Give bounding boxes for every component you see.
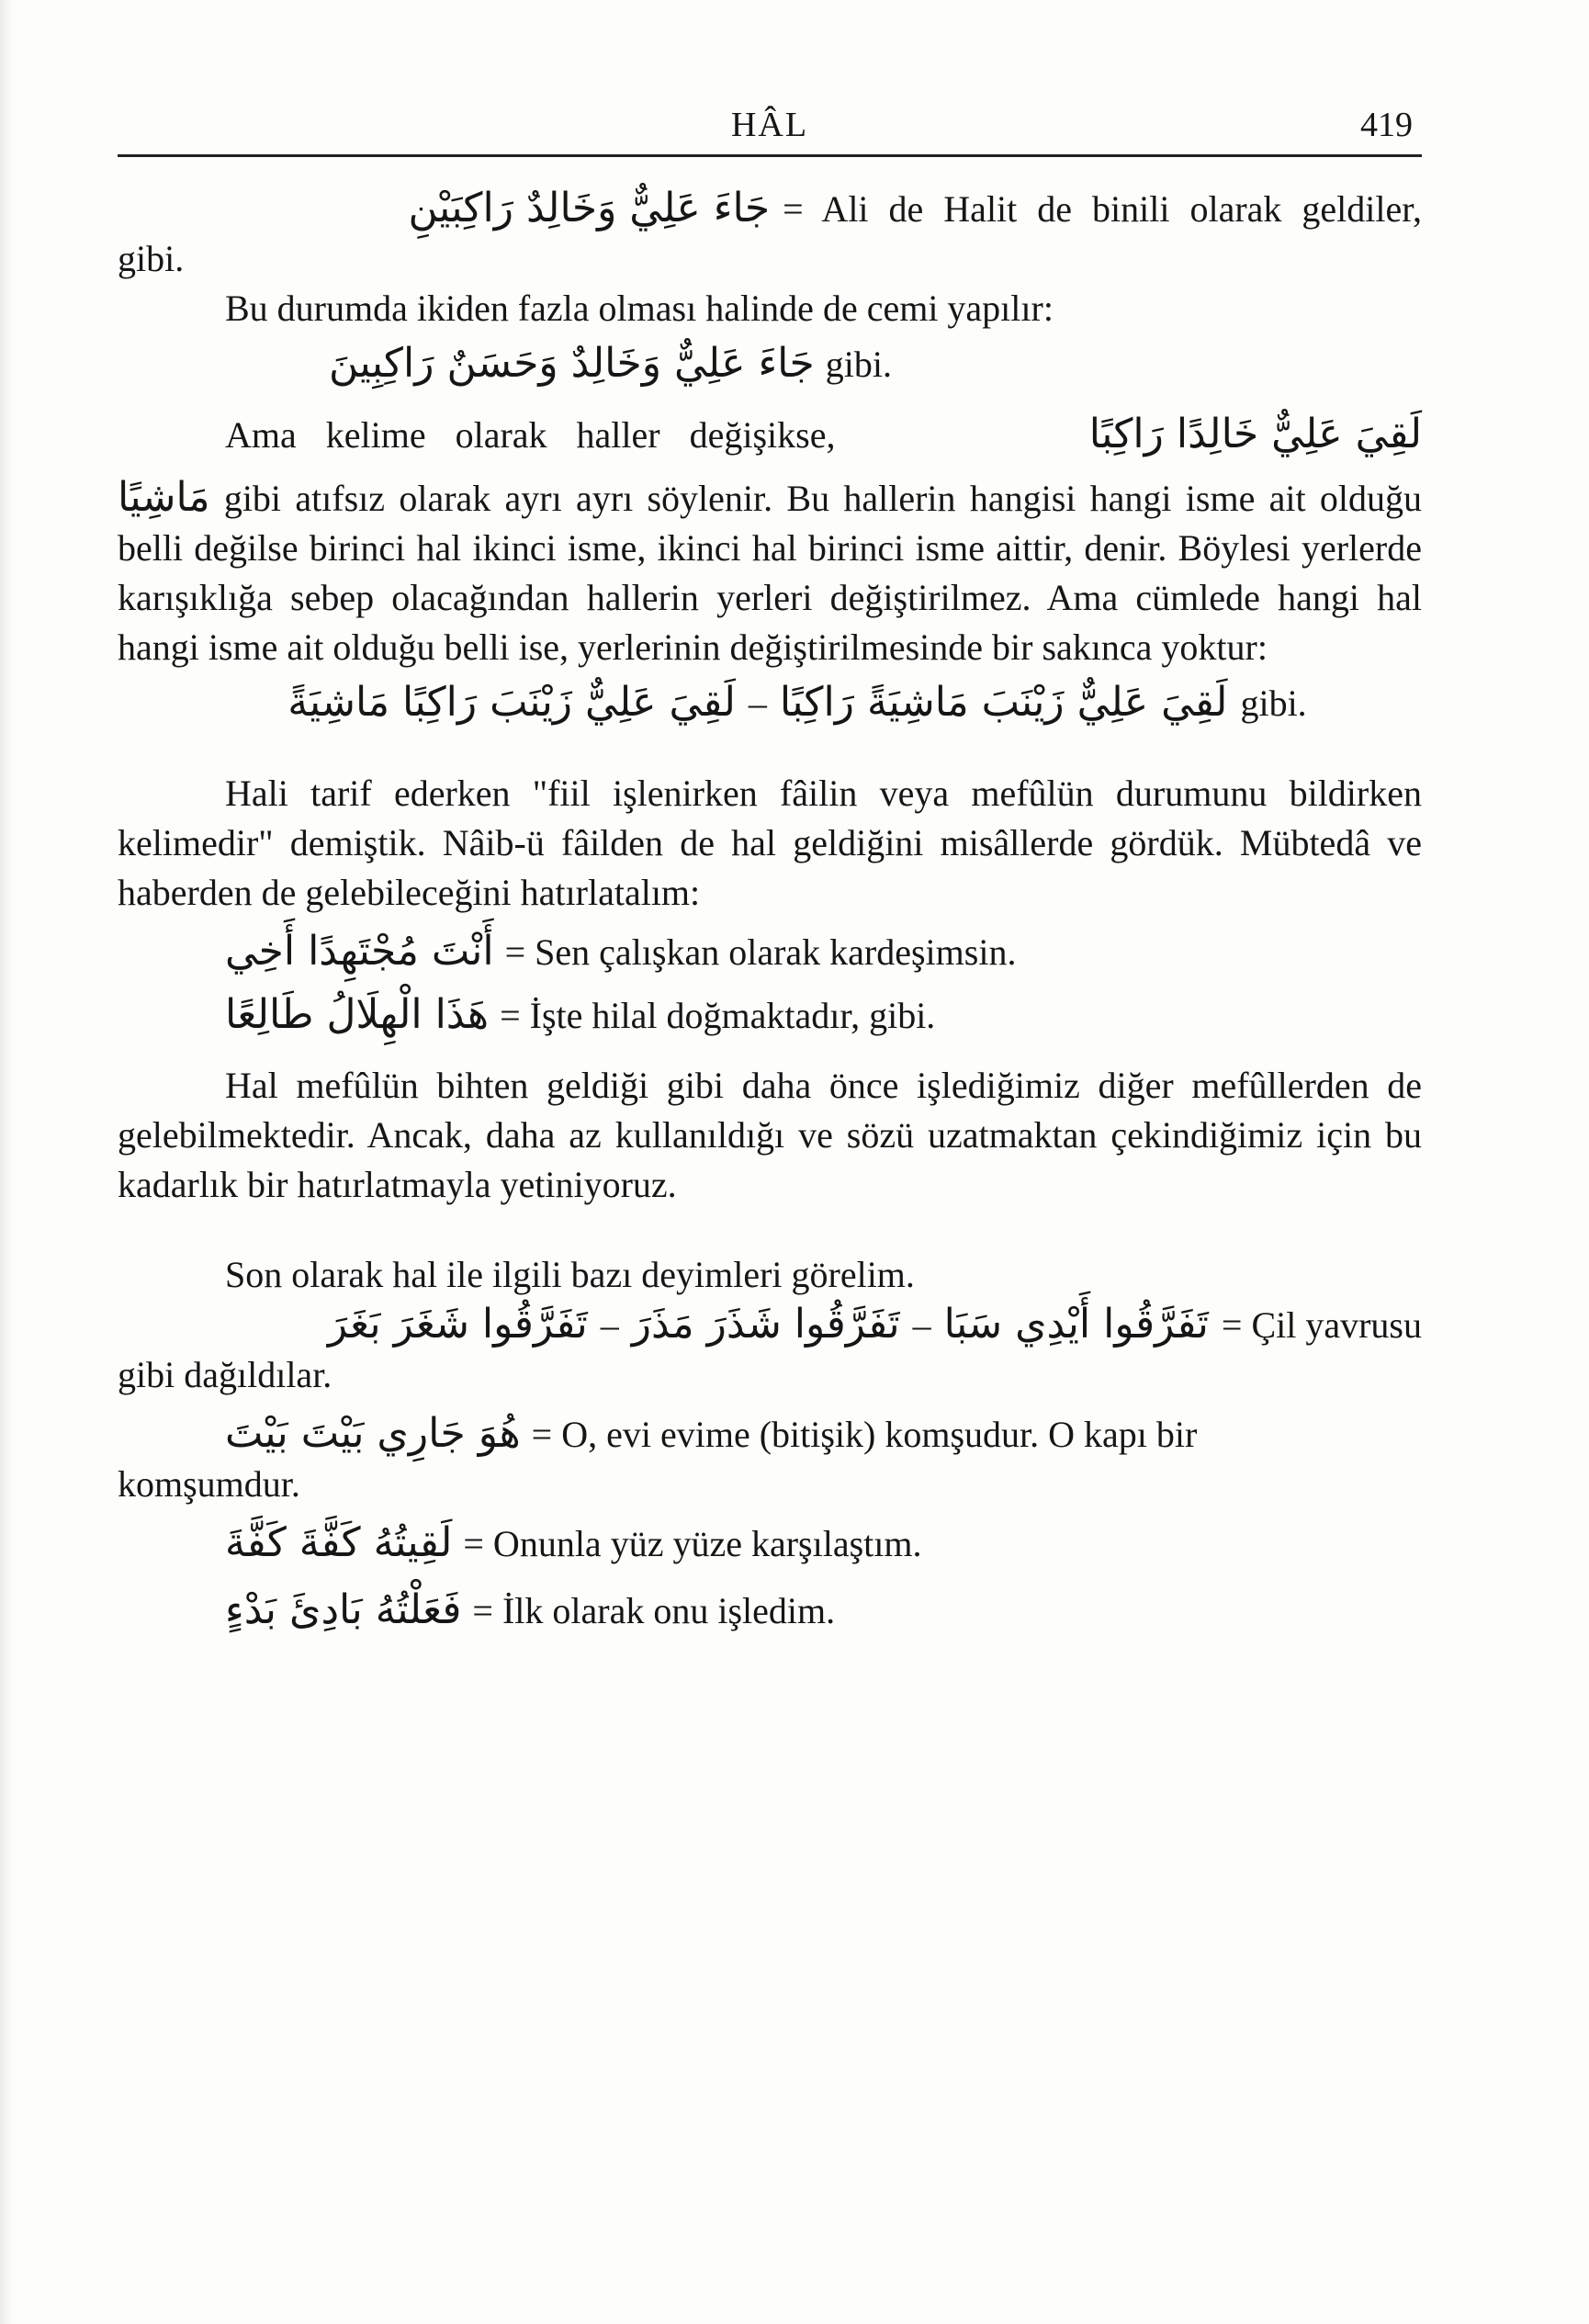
paragraph-continued: gibi atıfsız olarak ayrı ayrı söylenir. Bu hallerin hangisi hangi isme ait olduğu belli değilse birinci hal ikinci isme, ikinci hal birinci isme aittir, denir. Böylesi yerlerde karışıklığa sebep olacağından hallerin yerleri değiştirilmez. Ama cümlede hangi hal hangi isme ait olduğu belli ise, yerlerinin değiştirilmesinde bir sakınca yoktur: xyxy=(118,478,1422,668)
arabic-example: جَاءَ عَلِيٌّ وَخَالِدٌ رَاكِبَيْنِ xyxy=(408,185,771,231)
page-body xyxy=(118,184,1422,1636)
example-line xyxy=(118,678,1422,728)
arabic-example: فَعَلْتُهُ بَادِئَ بَدْءٍ xyxy=(225,1586,462,1633)
arabic-example: أَنْتَ مُجْتَهِدًا أَخِي xyxy=(225,928,494,975)
example-translation: = Çil yavrusu xyxy=(1221,1304,1422,1346)
arabic-example: جَاءَ عَلِيٌّ وَخَالِدٌ وَحَسَنٌ رَاكِبِينَ xyxy=(329,340,815,387)
arabic-example: هُوَ جَارِي بَيْتَ بَيْتَ xyxy=(225,1410,521,1457)
dash: – xyxy=(912,1304,931,1346)
paragraph xyxy=(118,473,1422,672)
example-translation: = Ali de Halit de binili olarak geldiler, xyxy=(783,188,1422,230)
paragraph: Hali tarif ederken "fiil işlenirken fâilin veya mefûlün durumunu bildirken kelimedir" demiştik. Nâib-ü fâilden de hal geldiğini misâllerde gördük. Mübtedâ ve haberden de gelebileceğini hatırlatalım: xyxy=(118,773,1422,913)
arabic-example: تَفَرَّقُوا شَذَرَ مَذَرَ xyxy=(631,1301,900,1348)
page-number: 419 xyxy=(1360,106,1413,144)
page-edge xyxy=(0,0,13,2324)
running-title: HÂL xyxy=(730,106,809,144)
continuation-text: gibi dağıldılar. xyxy=(118,1354,332,1395)
dash: – xyxy=(600,1304,619,1346)
dash: – xyxy=(748,683,767,724)
example-suffix: gibi. xyxy=(825,344,892,385)
arabic-example: تَفَرَّقُوا أَيْدِي سَبَا xyxy=(943,1301,1209,1348)
paragraph-line xyxy=(118,410,1422,460)
paragraph: Hal mefûlün bihten geldiği gibi daha önce işlediğimiz diğer mefûllerden de gelebilmektedir. Ancak, daha az kullanıldığı ve sözü uzatmaktan çekindiğimiz için bu kadarlık bir hatırlatmayla yetiniyoruz. xyxy=(118,1065,1422,1205)
example-translation: = Sen çalışkan olarak kardeşimsin. xyxy=(504,931,1017,973)
arabic-example: لَقِيَ عَلِيٌّ زَيْنَبَ رَاكِبًا مَاشِيَةً xyxy=(287,679,736,726)
example-line xyxy=(118,184,1422,234)
example-line xyxy=(118,927,1422,977)
continuation-text: komşumdur. xyxy=(118,1463,300,1505)
header-rule xyxy=(118,154,1422,157)
running-header xyxy=(118,99,1422,154)
example-line xyxy=(118,990,1422,1041)
example-line xyxy=(118,1518,1422,1569)
continuation-text: gibi. xyxy=(118,238,185,279)
example-suffix: gibi. xyxy=(1240,683,1307,724)
example-line xyxy=(118,339,1422,389)
example-translation: = İlk olarak onu işledim. xyxy=(472,1590,836,1631)
arabic-example: لَقِيَ عَلِيٌّ زَيْنَبَ مَاشِيَةً رَاكِبًا xyxy=(779,679,1228,726)
arabic-example: لَقِيتُهُ كَفَّةَ كَفَّةَ xyxy=(225,1519,453,1566)
example-line xyxy=(118,1409,1422,1460)
example-line xyxy=(118,1585,1422,1636)
arabic-inline: مَاشِيًا xyxy=(118,474,210,521)
paragraph-start: Ama kelime olarak haller değişikse, xyxy=(225,414,836,456)
example-line xyxy=(118,1300,1422,1350)
arabic-inline: لَقِيَ عَلِيٌّ خَالِدًا رَاكِبًا xyxy=(1088,411,1422,457)
arabic-example: هَذَا الْهِلَالُ طَالِعًا xyxy=(225,991,490,1038)
paragraph: Bu durumda ikiden fazla olması halinde de cemi yapılır: xyxy=(225,288,1054,329)
paragraph: Son olarak hal ile ilgili bazı deyimleri görelim. xyxy=(225,1254,915,1295)
example-translation: = O, evi evime (bitişik) komşudur. O kapı bir xyxy=(531,1414,1198,1455)
arabic-example: تَفَرَّقُوا شَغَرَ بَغَرَ xyxy=(327,1301,588,1348)
example-translation: = İşte hilal doğmaktadır, gibi. xyxy=(500,995,936,1036)
example-translation: = Onunla yüz yüze karşılaştım. xyxy=(463,1523,922,1564)
